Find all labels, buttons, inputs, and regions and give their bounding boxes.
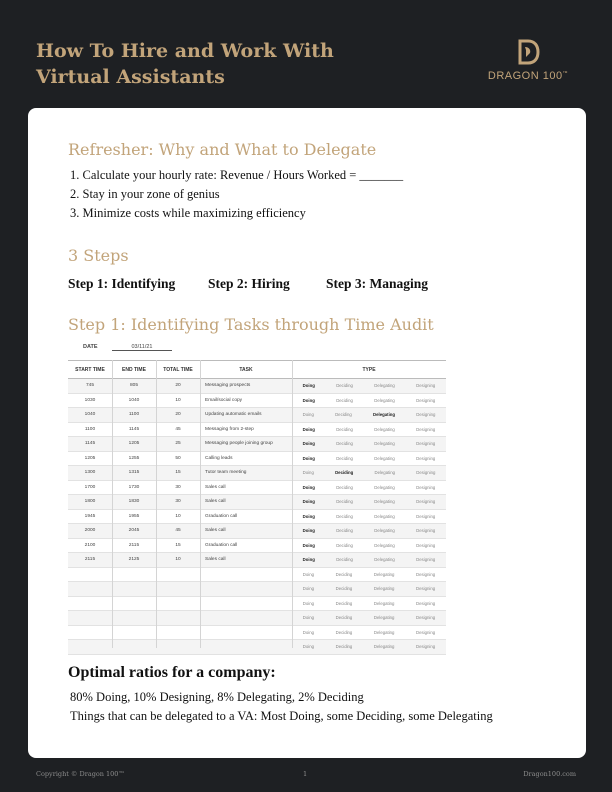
start-time-cell: 1030	[84, 397, 96, 403]
ratios-heading: Optimal ratios for a company:	[68, 664, 276, 681]
type-option-designing: Designing	[416, 644, 436, 650]
type-option-designing: Designing	[416, 513, 436, 519]
type-options	[292, 398, 446, 403]
document-title	[36, 38, 356, 90]
time-audit-table	[68, 360, 446, 655]
end-time-cell: 1830	[128, 499, 140, 505]
table-row	[68, 582, 446, 597]
table-row	[68, 597, 446, 612]
date-label: DATE	[83, 344, 98, 350]
total-time-cell: 30	[175, 499, 181, 505]
logo-wordmark: DRAGON 100™	[487, 70, 569, 82]
column-divider	[112, 360, 113, 648]
type-option-delegating: Delegating	[374, 557, 395, 563]
type-option-doing: Doing	[302, 557, 315, 563]
task-cell: Messaging from 2-step	[205, 426, 254, 432]
footer-page-number: 1	[303, 770, 308, 778]
type-option-designing: Designing	[416, 455, 436, 461]
task-cell: Tutor team meeting	[205, 470, 247, 476]
end-time-cell: 2045	[128, 528, 140, 534]
type-option-designing: Designing	[416, 615, 436, 621]
start-time-cell: 1145	[84, 441, 96, 447]
type-option-delegating: Delegating	[374, 426, 395, 432]
type-option-delegating: Delegating	[374, 441, 395, 447]
type-option-deciding: Deciding	[336, 441, 353, 447]
type-options	[292, 499, 446, 504]
type-options	[292, 528, 446, 533]
type-option-delegating: Delegating	[374, 542, 395, 548]
type-options	[292, 485, 446, 490]
task-cell: Sales call	[205, 484, 226, 490]
ratios-line-2: Things that can be delegated to a VA: Most Doing, some Deciding, some Delegating	[70, 709, 493, 723]
start-time-cell: 2100	[84, 542, 96, 548]
steps-heading: 3 Steps	[68, 246, 129, 265]
end-time-cell: 1040	[128, 397, 140, 403]
type-option-delegating: Delegating	[373, 412, 396, 418]
total-time-cell: 50	[175, 455, 181, 461]
type-option-doing: Doing	[302, 397, 315, 403]
start-time-cell: 1700	[84, 484, 96, 490]
total-time-cell: 20	[175, 412, 181, 418]
total-time-cell: 45	[175, 528, 181, 534]
date-value: 03/11/21	[112, 344, 172, 351]
table-row	[68, 481, 446, 496]
type-option-designing: Designing	[416, 426, 436, 432]
total-time-cell: 25	[175, 441, 181, 447]
type-option-delegating: Delegating	[374, 397, 395, 403]
type-option-doing: Doing	[302, 412, 314, 418]
end-time-cell: 1145	[128, 426, 140, 432]
task-cell: Sales call	[205, 499, 226, 505]
type-option-delegating: Delegating	[374, 470, 396, 476]
refresher-item-1: 1. Calculate your hourly rate: Revenue / Hours Worked = _______	[70, 168, 404, 182]
total-time-cell: 45	[175, 426, 181, 432]
task-cell: Updating automatic emails	[205, 412, 262, 418]
start-time-cell: 1040	[84, 412, 96, 418]
type-options	[292, 412, 446, 417]
start-time-cell: 745	[85, 383, 94, 389]
header-type: TYPE	[362, 366, 376, 373]
end-time-cell: 1205	[128, 441, 140, 447]
footer-site-link[interactable]: Dragon100.com	[523, 770, 576, 778]
type-options	[292, 456, 446, 461]
table-row	[68, 568, 446, 583]
type-option-designing: Designing	[416, 586, 436, 592]
total-time-cell: 10	[175, 397, 181, 403]
end-time-cell: 1255	[128, 455, 140, 461]
end-time-cell: 805	[129, 383, 138, 389]
table-row	[68, 611, 446, 626]
column-divider	[292, 360, 293, 648]
type-option-doing: Doing	[302, 586, 315, 592]
type-options	[292, 557, 446, 562]
ratios-line-1: 80% Doing, 10% Designing, 8% Delegating, 2% Deciding	[70, 690, 364, 704]
type-option-delegating: Delegating	[373, 644, 395, 650]
type-option-doing: Doing	[302, 455, 315, 461]
type-option-delegating: Delegating	[374, 383, 395, 389]
type-option-deciding: Deciding	[335, 586, 353, 592]
start-time-cell: 1800	[84, 499, 96, 505]
type-option-delegating: Delegating	[374, 499, 395, 505]
type-option-doing: Doing	[302, 470, 314, 476]
type-options	[292, 572, 446, 577]
type-option-deciding: Deciding	[335, 644, 353, 650]
type-option-doing: Doing	[302, 528, 315, 534]
step-1-label: Step 1: Identifying	[68, 276, 176, 291]
end-time-cell: 1315	[128, 470, 140, 476]
type-option-deciding: Deciding	[336, 455, 353, 461]
column-divider	[156, 360, 157, 648]
type-option-designing: Designing	[416, 571, 436, 577]
end-time-cell: 1955	[128, 513, 140, 519]
time-audit-sheet	[68, 340, 446, 648]
table-row	[68, 524, 446, 539]
type-option-designing: Designing	[416, 557, 436, 563]
table-row	[68, 640, 446, 655]
title-line-2: Virtual Assistants	[36, 66, 225, 88]
type-option-delegating: Delegating	[373, 629, 395, 635]
type-options	[292, 543, 446, 548]
type-option-doing: Doing	[302, 499, 315, 505]
end-time-cell: 1730	[128, 484, 140, 490]
type-option-doing: Doing	[302, 441, 315, 447]
type-option-doing: Doing	[302, 426, 315, 432]
task-cell: Messaging people joining group	[205, 441, 273, 447]
end-time-cell: 2125	[128, 557, 140, 563]
type-option-deciding: Deciding	[336, 484, 353, 490]
table-row	[68, 539, 446, 554]
total-time-cell: 15	[175, 470, 181, 476]
dragon-logo-icon	[516, 38, 540, 66]
table-row	[68, 379, 446, 394]
end-time-cell: 2115	[128, 542, 140, 548]
brand-logo	[478, 38, 578, 82]
type-option-doing: Doing	[302, 629, 315, 635]
table-row	[68, 394, 446, 409]
table-body	[68, 379, 446, 655]
type-option-doing: Doing	[302, 615, 315, 621]
start-time-cell: 1300	[84, 470, 96, 476]
step-2-label: Step 2: Hiring	[208, 276, 290, 291]
header-total-time: TOTAL TIME	[163, 366, 193, 373]
type-option-designing: Designing	[416, 629, 436, 635]
page-header	[0, 0, 612, 110]
type-option-deciding: Deciding	[336, 499, 353, 505]
type-options	[292, 615, 446, 620]
total-time-cell: 10	[175, 513, 181, 519]
type-option-designing: Designing	[416, 484, 436, 490]
type-option-delegating: Delegating	[374, 484, 395, 490]
refresher-item-3: 3. Minimize costs while maximizing efficiency	[70, 206, 306, 220]
type-option-deciding: Deciding	[336, 426, 353, 432]
type-options	[292, 470, 446, 475]
refresher-heading: Refresher: Why and What to Delegate	[68, 140, 377, 159]
type-option-deciding: Deciding	[335, 600, 353, 606]
table-row	[68, 510, 446, 525]
type-option-doing: Doing	[302, 542, 315, 548]
type-option-designing: Designing	[416, 528, 436, 534]
total-time-cell: 15	[175, 542, 181, 548]
type-option-deciding: Deciding	[336, 528, 353, 534]
type-option-designing: Designing	[416, 383, 436, 389]
table-row	[68, 452, 446, 467]
footer-copyright: Copyright © Dragon 100™	[36, 770, 125, 778]
total-time-cell: 10	[175, 557, 181, 563]
table-row	[68, 408, 446, 423]
table-row	[68, 495, 446, 510]
type-option-delegating: Delegating	[373, 600, 395, 606]
total-time-cell: 20	[175, 383, 181, 389]
type-option-delegating: Delegating	[373, 586, 395, 592]
start-time-cell: 1100	[84, 426, 96, 432]
type-option-doing: Doing	[302, 513, 315, 519]
type-option-designing: Designing	[416, 499, 436, 505]
type-option-deciding: Deciding	[336, 513, 353, 519]
type-option-deciding: Deciding	[335, 615, 353, 621]
type-option-designing: Designing	[416, 412, 436, 418]
header-end-time: END TIME	[122, 366, 146, 373]
type-options	[292, 427, 446, 432]
header-task: TASK	[239, 366, 253, 373]
type-option-deciding: Deciding	[335, 571, 353, 577]
type-option-designing: Designing	[416, 470, 436, 476]
type-options	[292, 514, 446, 519]
refresher-item-2: 2. Stay in your zone of genius	[70, 187, 220, 201]
start-time-cell: 2000	[84, 528, 96, 534]
type-option-doing: Doing	[302, 600, 315, 606]
type-options	[292, 601, 446, 606]
step1-heading: Step 1: Identifying Tasks through Time Audit	[68, 315, 434, 334]
task-cell: Graduation call	[205, 542, 238, 548]
type-option-deciding: Deciding	[335, 470, 354, 476]
type-option-delegating: Delegating	[373, 571, 395, 577]
type-option-deciding: Deciding	[336, 383, 353, 389]
type-option-deciding: Deciding	[335, 412, 352, 418]
type-option-delegating: Delegating	[373, 615, 395, 621]
end-time-cell: 1100	[128, 412, 140, 418]
type-option-deciding: Deciding	[336, 542, 353, 548]
title-line-1: How To Hire and Work With	[36, 40, 334, 62]
type-option-designing: Designing	[416, 542, 436, 548]
step-3-label: Step 3: Managing	[326, 276, 429, 291]
table-row	[68, 437, 446, 452]
type-option-deciding: Deciding	[336, 397, 353, 403]
table-row	[68, 466, 446, 481]
type-options	[292, 630, 446, 635]
type-options	[292, 383, 446, 388]
type-option-doing: Doing	[302, 383, 315, 389]
type-options	[292, 586, 446, 591]
header-start-time: START TIME	[75, 366, 105, 373]
column-divider	[200, 360, 201, 648]
type-option-doing: Doing	[302, 571, 315, 577]
type-option-designing: Designing	[416, 397, 436, 403]
type-option-delegating: Delegating	[374, 455, 395, 461]
type-option-deciding: Deciding	[335, 629, 353, 635]
type-option-doing: Doing	[302, 644, 315, 650]
table-row	[68, 553, 446, 568]
task-cell: Graduation call	[205, 513, 238, 519]
table-row	[68, 626, 446, 641]
type-option-deciding: Deciding	[336, 557, 353, 563]
task-cell: Sales call	[205, 557, 226, 563]
type-option-delegating: Delegating	[374, 528, 395, 534]
type-option-designing: Designing	[416, 441, 436, 447]
total-time-cell: 30	[175, 484, 181, 490]
task-cell: Sales call	[205, 528, 226, 534]
task-cell: Email/social copy	[205, 397, 243, 403]
type-options	[292, 441, 446, 446]
type-option-designing: Designing	[416, 600, 436, 606]
start-time-cell: 1205	[84, 455, 96, 461]
start-time-cell: 1945	[84, 513, 96, 519]
task-cell: Calling leads	[205, 455, 233, 461]
start-time-cell: 2115	[84, 557, 96, 563]
table-header	[68, 361, 446, 379]
type-options	[292, 644, 446, 649]
task-cell: Messaging prospects	[205, 383, 251, 389]
table-row	[68, 423, 446, 438]
type-option-doing: Doing	[302, 484, 315, 490]
type-option-delegating: Delegating	[374, 513, 395, 519]
